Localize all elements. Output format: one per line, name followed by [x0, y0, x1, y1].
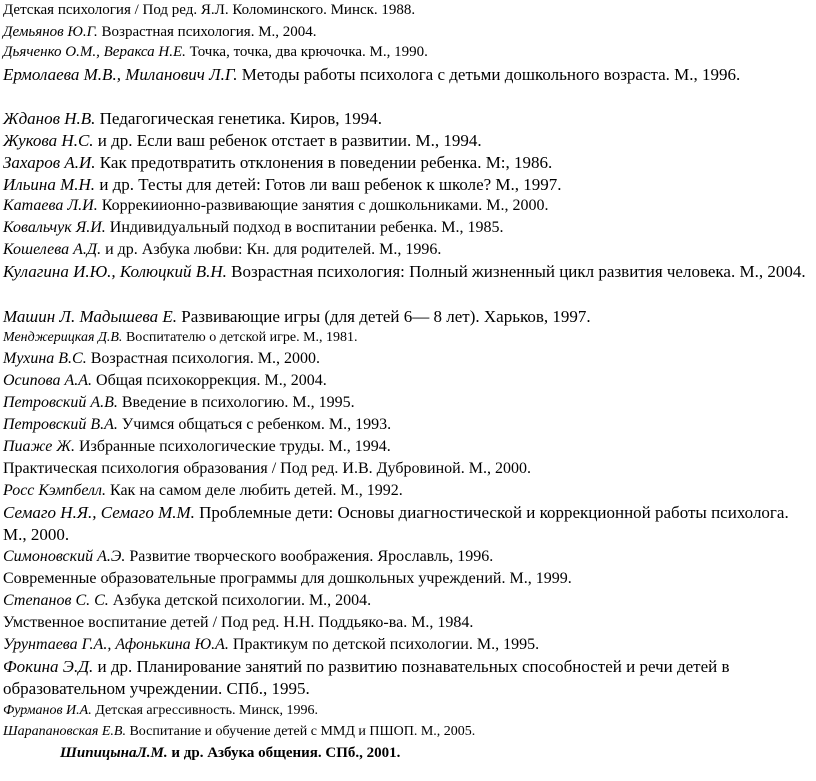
reference-item: Петровский А.В. Введение в психологию. М., 1995.	[3, 394, 355, 411]
reference-item: Катаева Л.И. Коррекиионно-развивающие занятия с дошкольниками. М., 2000.	[3, 197, 549, 214]
reference-item: Кулагина И.Ю., Колюцкий В.Н. Возрастная психология: Полный жизненный цикл развития человека. М., 2004.	[3, 262, 806, 281]
reference-item: Современные образовательные программы для дошкольных учреждений. М., 1999.	[3, 570, 572, 587]
reference-item: Мухина В.С. Возрастная психология. М., 2000.	[3, 350, 321, 367]
reference-item: Осипова А.А. Общая психокоррекция. М., 2004.	[3, 372, 327, 389]
reference-item: Степанов С. С. Азбука детской психологии. М., 2004.	[3, 592, 372, 609]
reference-item: Фурманов И.А. Детская агрессивность. Минск, 1996.	[3, 703, 318, 718]
reference-item: Кошелева А.Д. и др. Азбука любви: Кн. для родителей. М., 1996.	[3, 241, 442, 258]
reference-item: Пиаже Ж. Избранные психологические труды. М., 1994.	[3, 438, 391, 455]
reference-item: Ильина М.Н. и др. Тесты для детей: Готов ли ваш ребенок к школе? М., 1997.	[3, 175, 562, 194]
reference-item: Дьяченко О.М., Веракса Н.Е. Точка, точка, два крючочка. М., 1990.	[3, 44, 428, 60]
reference-item: Росс Кэмпбелл. Как на самом деле любить детей. М., 1992.	[3, 482, 403, 499]
reference-item: Фокина Э.Д. и др. Планирование занятий по развитию познавательных способностей и речи детей в образовательном учреждении. СПб., 1995.	[3, 657, 730, 698]
reference-item: ШипицынаЛ.М. и др. Азбука общения. СПб., 2001.	[60, 745, 401, 761]
reference-item: Менджерицкая Д.В. Воспитателю о детской игре. М., 1981.	[3, 330, 358, 345]
reference-item: Жданов Н.В. Педагогическая генетика. Киров, 1994.	[3, 109, 382, 128]
reference-item: Петровский В.А. Учимся общаться с ребенком. М., 1993.	[3, 416, 392, 433]
reference-item: Детская психология / Под ред. Я.Л. Коломинского. Минск. 1988.	[3, 2, 416, 18]
reference-item: Ермолаева М.В., Миланович Л.Г. Методы работы психолога с детьми дошкольного возраста. М., 1996.	[3, 65, 741, 84]
reference-item: Жукова Н.С. и др. Если ваш ребенок отстает в развитии. М., 1994.	[3, 131, 482, 150]
reference-item: Симоновский А.Э. Развитие творческого воображения. Ярославль, 1996.	[3, 548, 494, 565]
reference-item: Машин Л. Мадышева Е. Развивающие игры (для детей 6— 8 лет). Харьков, 1997.	[3, 307, 591, 326]
reference-item: Ковальчук Я.И. Индивидуальный подход в воспитании ребенка. М., 1985.	[3, 219, 504, 236]
reference-item: Демьянов Ю.Г. Возрастная психология. М., 2004.	[3, 24, 317, 40]
reference-item: Шарапановская Е.В. Воспитание и обучение детей с ММД и ПШОП. М., 2005.	[3, 724, 476, 739]
reference-item: Практическая психология образования / Под ред. И.В. Дубровиной. М., 2000.	[3, 460, 531, 477]
reference-item: Захаров А.И. Как предотвратить отклонения в поведении ребенка. М:, 1986.	[3, 153, 553, 172]
reference-item: Урунтаева Г.А., Афонькина Ю.А. Практикум по детской психологии. М., 1995.	[3, 636, 540, 653]
reference-item: Умственное воспитание детей / Под ред. Н.Н. Поддьяко-ва. М., 1984.	[3, 614, 474, 631]
reference-item: Семаго Н.Я., Семаго М.М. Проблемные дети: Основы диагностической и коррекционной работы психолога. М., 2000.	[3, 503, 789, 544]
